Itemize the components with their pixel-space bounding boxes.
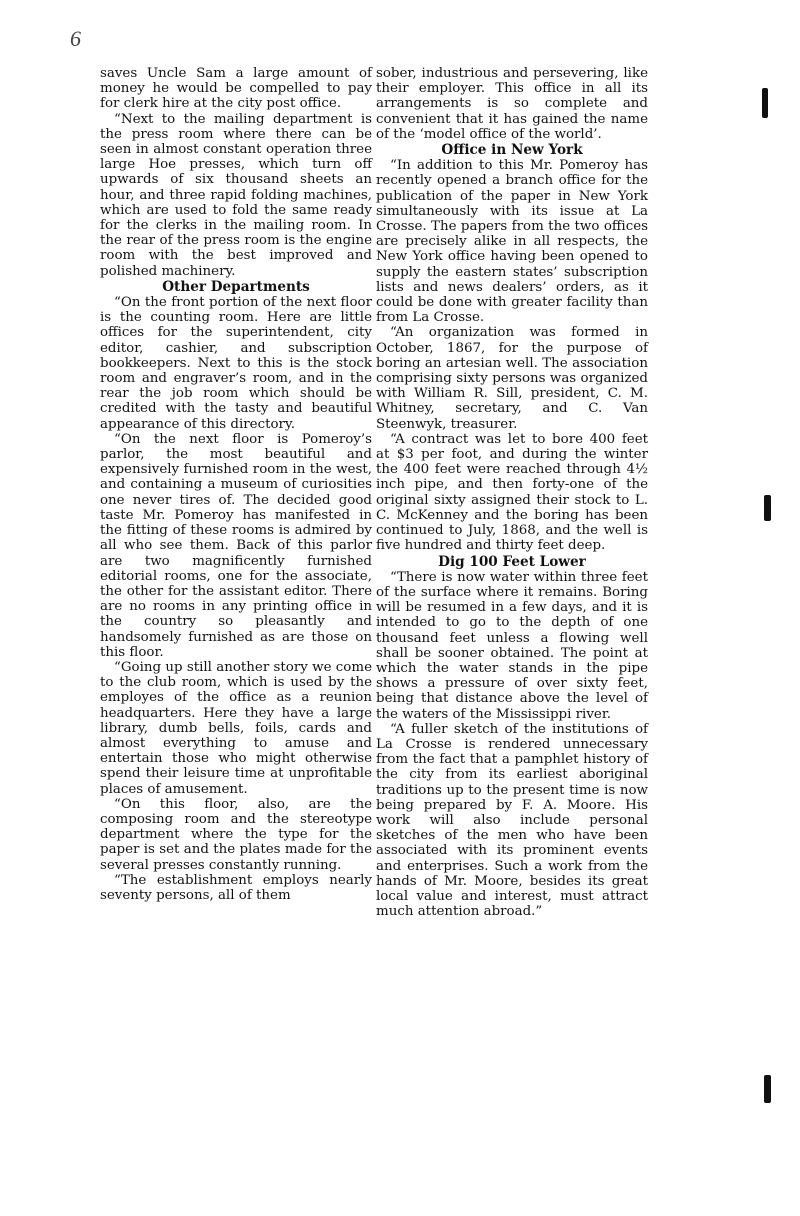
paragraph: “On the next floor is Pomeroy’s parlor, the most beautiful and expensively furnished room in the west, and containing a museum of curiosities one never tires of. The decided good taste Mr. Pomeroy has manifested in the fitting of these rooms is admired by all who see them. Back of this parlor are two magnificently furnished editorial rooms, one for the associate, the other for the assistant editor. There are no rooms in any printing office in the country so pleasantly and handsomely furnished as are those on this floor.: [100, 431, 372, 660]
paragraph: “There is now water within three feet of the surface where it remains. Boring will be resumed in a few days, and it is intended to go to the depth of one thousand feet unless a flowing well shall be sooner obtained. The point at which the water stands in the pipe shows a pressure of over sixty feet, being that distance above the level of the waters of the Mississippi river.: [376, 569, 648, 722]
binding-hole-mark: [764, 495, 771, 521]
paragraph: saves Uncle Sam a large amount of money he would be compelled to pay for clerk hire at the city post office.: [100, 66, 372, 112]
paragraph: “An organization was formed in October, 1867, for the purpose of boring an artesian well. The association comprising sixty persons was organized with William R. Sill, president, C. M. Whitney, secretary, and C. Van Steenwyk, treasurer.: [376, 325, 648, 432]
paragraph: “On this floor, also, are the composing room and the stereotype department where the type for the paper is set and the plates made for the several presses constantly running.: [100, 796, 372, 873]
section-heading: Dig 100 Feet Lower: [438, 553, 586, 570]
binding-hole-mark: [762, 88, 768, 118]
paragraph: “The establishment employs nearly seventy persons, all of them: [100, 872, 372, 903]
paragraph: “Going up still another story we come to the club room, which is used by the employes of the office as a reunion headquarters. Here they have a large library, dumb bells, foils, cards and almost everything to amuse and entertain those who might otherwise spend their leisure time at unprofitable places of amusement.: [100, 659, 372, 797]
section-heading: Other Departments: [162, 278, 310, 295]
left-column: [100, 66, 372, 903]
binding-hole-mark: [764, 1075, 771, 1103]
paragraph: “In addition to this Mr. Pomeroy has recently opened a branch office for the publication of the paper in New York simultaneously with its issue at La Crosse. The papers from the two offices are precisely alike in all respects, the New York office having been opened to supply the eastern states’ subscription lists and news dealers’ orders, as it could be done with greater facility than from La Crosse.: [376, 158, 648, 326]
paragraph: “On the front portion of the next floor is the counting room. Here are little offices for the superintendent, city editor, cashier, and subscription bookkeepers. Next to this is the stock room and engraver’s room, and in the rear the job room which should be credited with the tasty and beautiful appearance of this directory.: [100, 295, 372, 432]
section-heading: Office in New York: [441, 142, 583, 159]
paragraph: “A fuller sketch of the institutions of La Crosse is rendered unnecessary from the fact that a pamphlet history of the city from its earliest aboriginal traditions up to the present time is now being prepared by F. A. Moore. His work will also include personal sketches of the men who have been associated with its prominent events and enterprises. Such a work from the hands of Mr. Moore, besides its great local value and interest, must attract much attention abroad.”: [376, 721, 648, 920]
page-number: 6: [70, 26, 81, 51]
paragraph: sober, industrious and persevering, like their employer. This office in all its arrangements is so complete and convenient that it has gained the name of the ‘model office of the world’.: [376, 66, 648, 142]
paragraph: “Next to the mailing department is the press room where there can be seen in almost constant operation three large Hoe presses, which turn off upwards of six thousand sheets an hour, and three rapid folding machines, which are used to fold the same ready for the clerks in the mailing room. In the rear of the press room is the engine room with the best improved and polished machinery.: [100, 111, 372, 279]
paragraph: “A contract was let to bore 400 feet at $3 per foot, and during the winter the 400 feet were reached through 4½ inch pipe, and then forty-one of the original sixty assigned their stock to L. C. McKenney and the boring has been continued to July, 1868, and the well is five hundred and thirty feet deep.: [376, 431, 648, 554]
right-column: [376, 66, 648, 919]
